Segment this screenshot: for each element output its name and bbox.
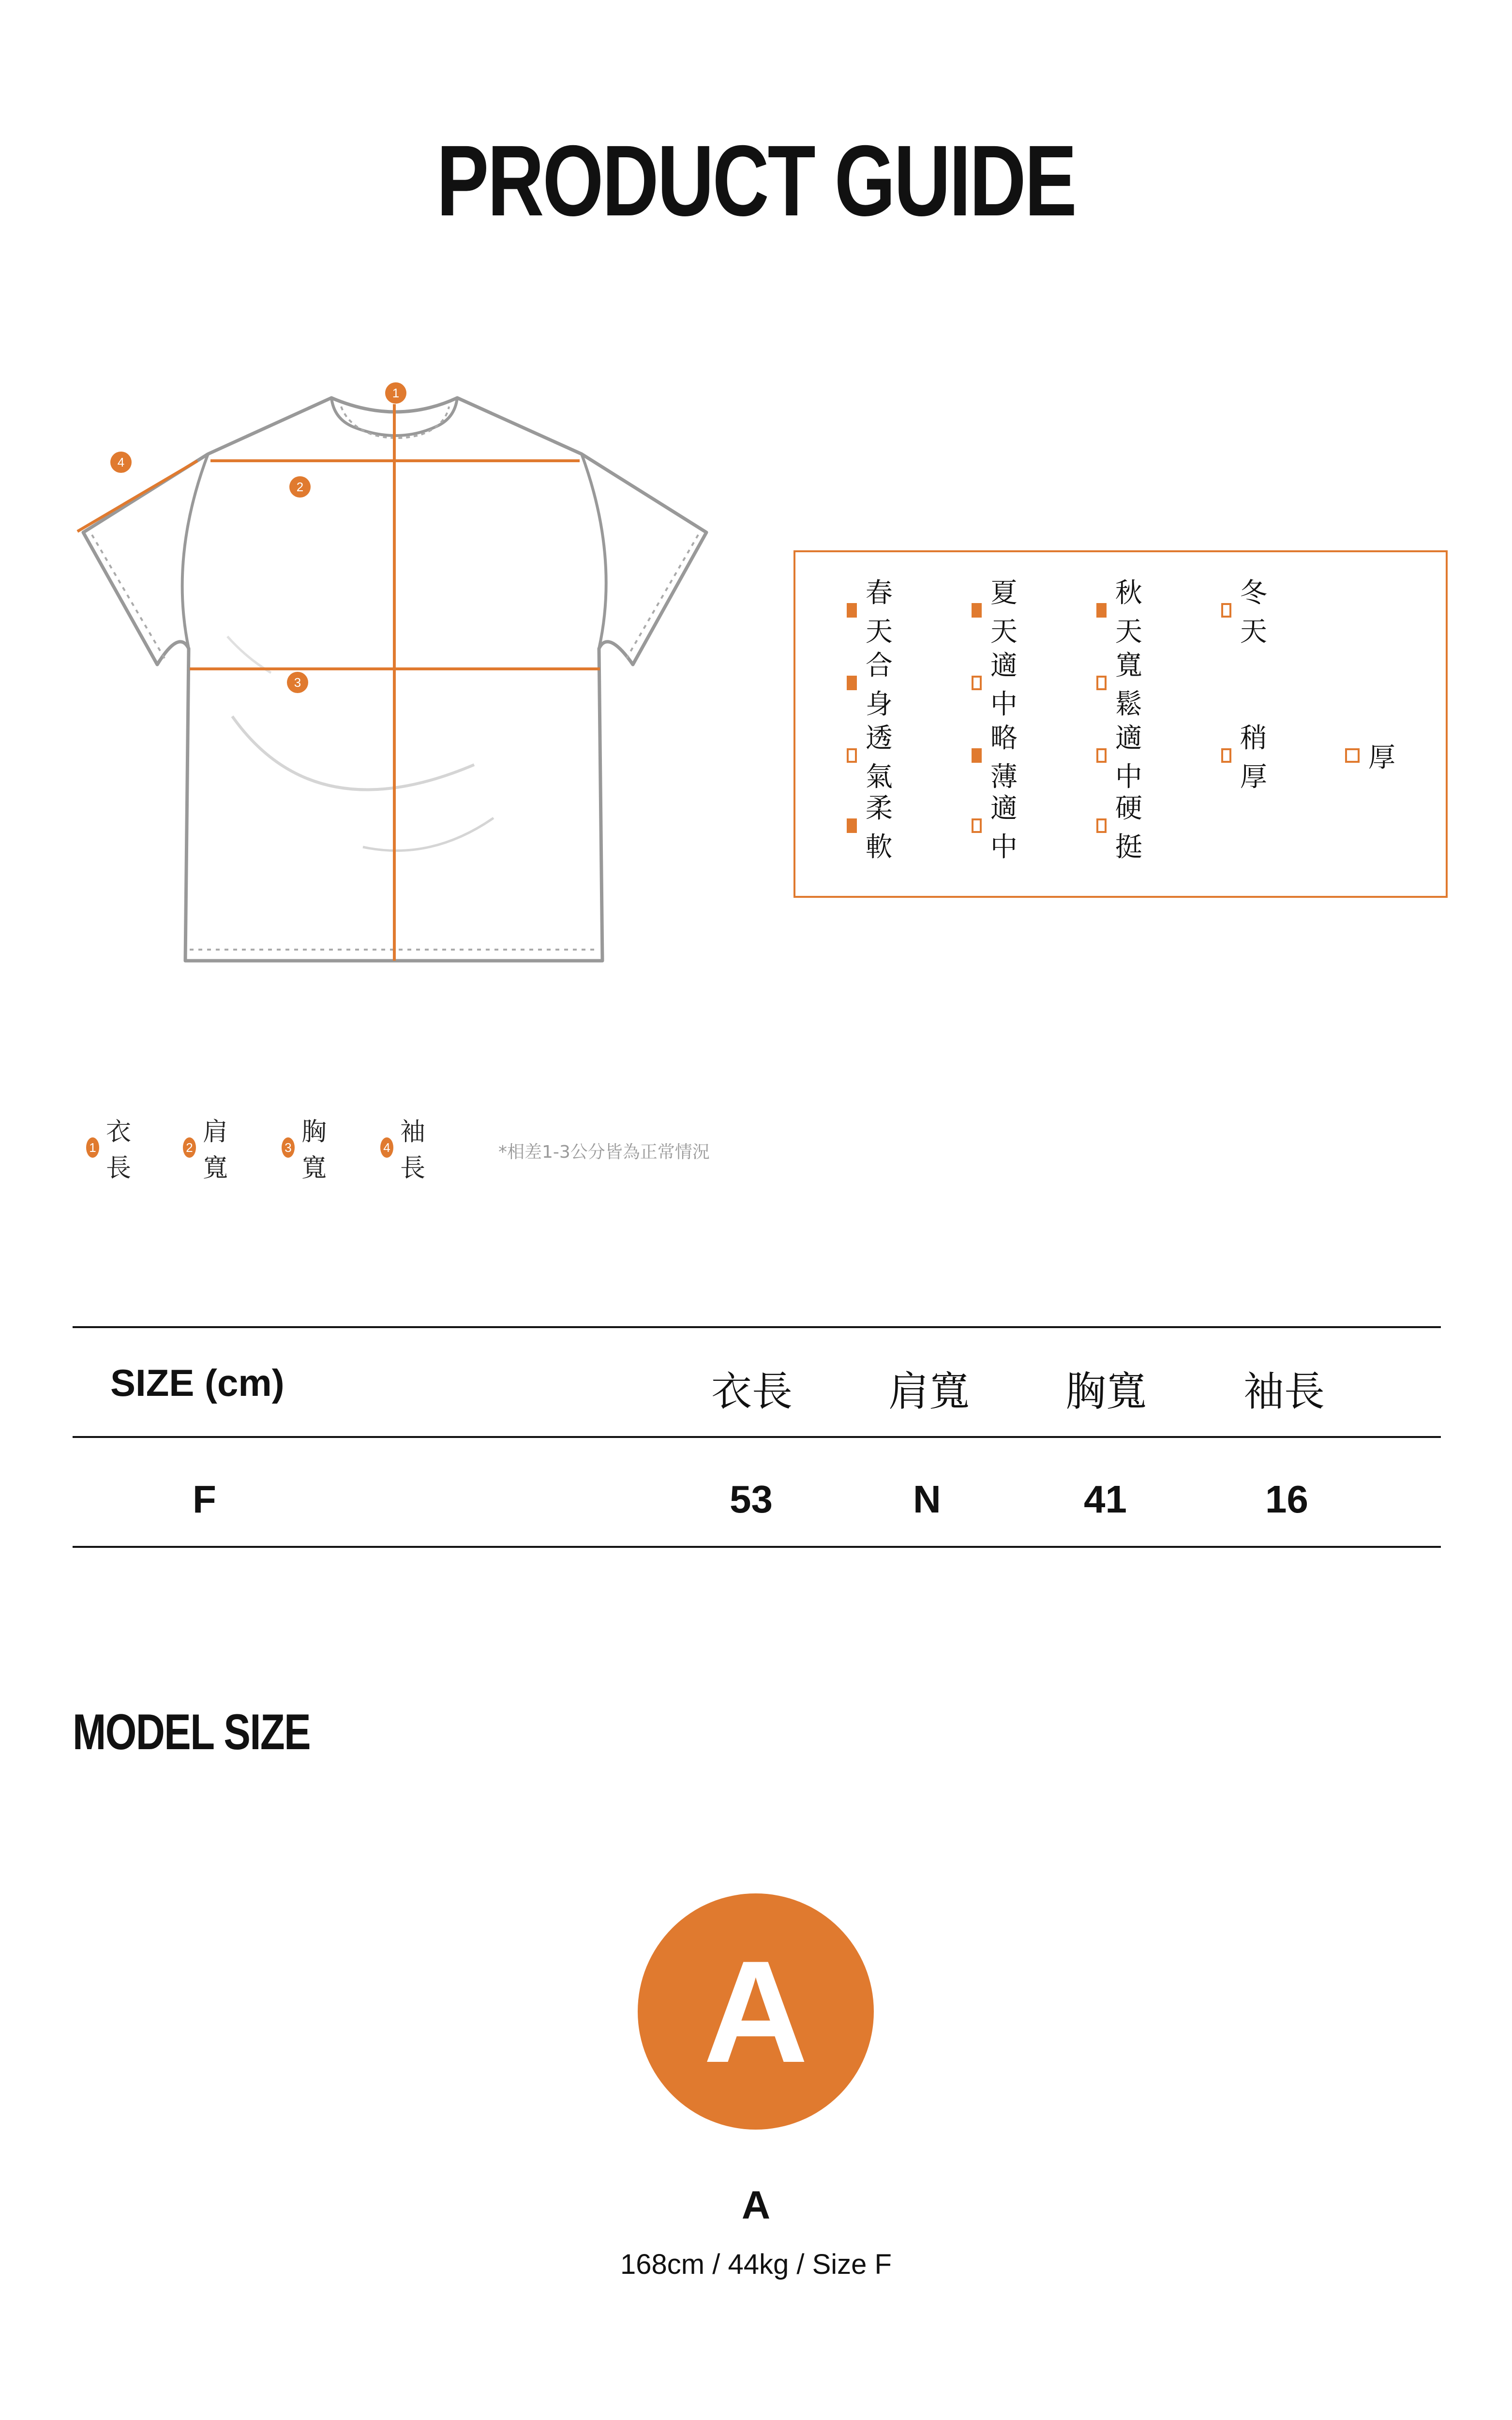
legend-number-icon: 4: [380, 1137, 393, 1158]
table-top-rule: [73, 1326, 1441, 1328]
attribute-label: 略薄: [990, 723, 1018, 793]
table-header-size: SIZE (cm): [110, 1361, 284, 1404]
attribute-option: [972, 650, 1022, 720]
attribute-label: 寬鬆: [1115, 650, 1142, 720]
table-header-sleeve: 袖長: [1243, 1368, 1325, 1415]
attribute-label: 厚: [1368, 742, 1395, 773]
checked-box-icon: [847, 603, 857, 618]
table-header-chest: 胸寬: [1065, 1368, 1147, 1415]
attribute-label: 適中: [1115, 723, 1142, 793]
legend-note: *相差1-3公分皆為正常情況: [498, 1142, 710, 1162]
table-header-rule: [73, 1436, 1441, 1438]
attribute-option: [847, 723, 897, 793]
table-cell-length: 53: [730, 1478, 773, 1521]
attribute-option: [972, 577, 1022, 648]
unchecked-box-icon: [972, 818, 982, 833]
attribute-label: 柔軟: [865, 793, 893, 863]
attribute-label: 適中: [990, 793, 1018, 863]
legend-label: 袖長: [400, 1118, 426, 1183]
legend-item: [86, 1118, 138, 1183]
tshirt-diagram: [63, 358, 731, 997]
svg-text:1: 1: [392, 386, 400, 400]
legend-number-icon: 2: [183, 1137, 196, 1158]
table-header-shoulder: 肩寬: [888, 1368, 970, 1415]
attribute-label: 夏天: [990, 577, 1018, 648]
attribute-option: [972, 723, 1022, 793]
attribute-option: [1096, 723, 1147, 793]
unchecked-box-icon: [1345, 748, 1360, 763]
attribute-label: 硬挺: [1115, 793, 1142, 863]
attribute-option: [847, 793, 897, 863]
legend-number-icon: 1: [86, 1137, 99, 1158]
table-cell-shoulder: N: [913, 1478, 941, 1521]
legend-label: 肩寬: [203, 1118, 228, 1183]
attribute-label: 春天: [865, 577, 893, 648]
legend-item: [380, 1118, 433, 1183]
model-badge: A: [638, 1893, 874, 2130]
attribute-option: [847, 577, 897, 648]
attribute-option: [847, 650, 897, 720]
attribute-option: [1096, 793, 1147, 863]
svg-text:3: 3: [294, 675, 301, 690]
attribute-label: 透氣: [865, 723, 893, 793]
unchecked-box-icon: [847, 748, 857, 763]
svg-text:4: 4: [117, 455, 125, 469]
marker-2: [289, 476, 311, 498]
unchecked-box-icon: [1096, 818, 1107, 833]
svg-text:2: 2: [296, 480, 304, 494]
checked-box-icon: [1096, 603, 1107, 618]
legend-label: 衣長: [106, 1118, 132, 1183]
table-header-length: 衣長: [711, 1368, 793, 1415]
checked-box-icon: [972, 748, 982, 763]
attribute-label: 冬天: [1240, 577, 1267, 648]
legend-item: [282, 1118, 334, 1183]
attribute-option: [1096, 650, 1147, 720]
attribute-option: [972, 793, 1022, 863]
table-cell-size: F: [193, 1478, 216, 1521]
attribute-option: [1096, 577, 1147, 648]
marker-3: [287, 672, 308, 693]
sleeve-line: [77, 461, 197, 531]
marker-1: [385, 382, 406, 404]
unchecked-box-icon: [1221, 748, 1231, 763]
page-title: PRODUCT GUIDE: [436, 125, 1076, 237]
model-stats: 168cm / 44kg / Size F: [620, 2249, 892, 2280]
checked-box-icon: [847, 676, 857, 690]
legend-label: 胸寬: [301, 1118, 327, 1183]
checked-box-icon: [847, 818, 857, 833]
attribute-option: [1221, 577, 1272, 648]
table-cell-sleeve: 16: [1265, 1478, 1308, 1521]
marker-4: [110, 452, 132, 473]
table-cell-chest: 41: [1084, 1478, 1127, 1521]
attribute-label: 秋天: [1115, 577, 1142, 648]
attribute-option: [1345, 739, 1395, 772]
legend-item: [183, 1118, 235, 1183]
legend-number-icon: 3: [282, 1137, 295, 1158]
attribute-option: [1221, 723, 1272, 793]
model-name: A: [741, 2183, 771, 2227]
unchecked-box-icon: [1221, 603, 1231, 618]
attribute-label: 合身: [865, 650, 893, 720]
attribute-box: [793, 550, 1448, 898]
checked-box-icon: [972, 603, 982, 618]
model-size-heading: MODEL SIZE: [73, 1704, 310, 1760]
unchecked-box-icon: [1096, 748, 1107, 763]
unchecked-box-icon: [1096, 676, 1107, 690]
table-bottom-rule: [73, 1546, 1441, 1548]
unchecked-box-icon: [972, 676, 982, 690]
attribute-label: 適中: [990, 650, 1018, 720]
attribute-label: 稍厚: [1240, 723, 1267, 793]
